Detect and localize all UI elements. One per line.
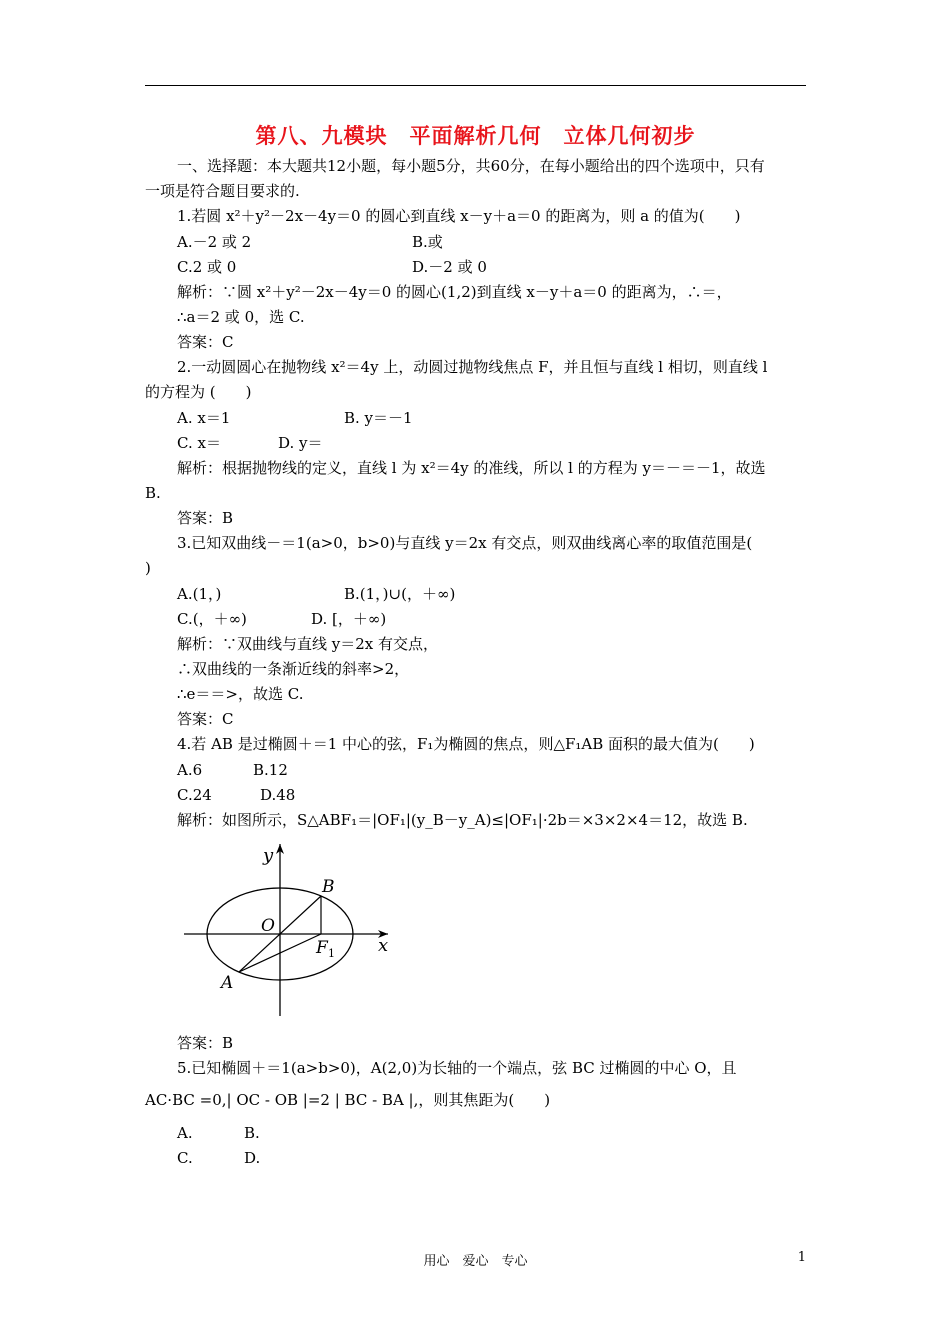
q5-option-c: C. <box>177 1149 193 1167</box>
q4-option-b: B.12 <box>253 761 288 779</box>
q1-stem: 1.若圆 x²＋y²－2x－4y＝0 的圆心到直线 x－y＋a＝0 的距离为，则 a 的值为( ) <box>177 207 741 225</box>
q3-solution-2: ∴双曲线的一条渐近线的斜率>2， <box>177 660 410 678</box>
ellipse-figure <box>170 838 400 1023</box>
q2-stem-2: 的方程为 ( ) <box>145 383 252 401</box>
page-title: 第八、九模块 平面解析几何 立体几何初步 <box>255 123 696 148</box>
q4-stem: 4.若 AB 是过椭圆＋＝1 中心的弦，F₁为椭圆的焦点，则△F₁AB 面积的最大值为( ) <box>177 735 755 753</box>
label-focus-subscript: 1 <box>328 947 335 960</box>
q4-option-a: A.6 <box>177 761 203 779</box>
q4-option-d: D.48 <box>260 786 296 804</box>
q2-answer: 答案：B <box>177 509 234 527</box>
intro-line-1: 一、选择题：本大题共12小题，每小题5分，共60分，在每小题给出的四个选项中，只有 <box>177 157 765 175</box>
q1-solution-2: ∴a＝2 或 0，选 C. <box>177 308 305 326</box>
q2-option-d: D. y＝ <box>278 434 323 452</box>
q3-solution-1: 解析：∵双曲线与直线 y＝2x 有交点， <box>177 635 439 653</box>
q4-option-c: C.24 <box>177 786 212 804</box>
q5-stem-1: 5.已知椭圆＋＝1(a>b>0)，A(2,0)为长轴的一个端点，弦 BC 过椭圆的中心 O，且 <box>177 1059 737 1077</box>
q3-answer: 答案：C <box>177 710 234 728</box>
q5-option-b: B. <box>244 1124 260 1142</box>
q2-solution-2: B. <box>145 484 161 502</box>
label-focus: F <box>316 938 328 958</box>
q2-option-c: C. x＝ <box>177 434 221 452</box>
q1-option-b: B.或 <box>412 233 443 251</box>
page-number: 1 <box>797 1250 806 1265</box>
q3-stem-1: 3.已知双曲线－＝1(a>0，b>0)与直线 y＝2x 有交点，则双曲线离心率的取值范围是( <box>177 534 753 552</box>
intro-line-2: 一项是符合题目要求的. <box>145 182 300 200</box>
label-point-b: B <box>322 877 335 897</box>
q2-stem-1: 2.一动圆圆心在抛物线 x²＝4y 上，动圆过抛物线焦点 F，并且恒与直线 l 相切，则直线 l <box>177 358 768 376</box>
q1-solution-1: 解析：∵圆 x²＋y²－2x－4y＝0 的圆心(1,2)到直线 x－y＋a＝0 的距离为，∴＝， <box>177 283 732 301</box>
q3-option-d: D. [，＋∞) <box>311 610 387 628</box>
q2-option-b: B. y＝－1 <box>344 409 413 427</box>
label-origin: O <box>261 916 275 936</box>
q3-option-a: A.(1，) <box>177 585 222 603</box>
q3-option-b: B.(1，)∪(，＋∞) <box>344 585 456 603</box>
q5-option-a: A. <box>177 1124 193 1142</box>
q2-solution-1: 解析：根据抛物线的定义，直线 l 为 x²＝4y 的准线，所以 l 的方程为 y＝－＝－1，故选 <box>177 459 766 477</box>
x-axis-label: x <box>378 935 389 956</box>
header-rule <box>145 85 806 86</box>
q5-option-d: D. <box>244 1149 261 1167</box>
q5-stem-2: AC·BC =0,| OC - OB |=2 | BC - BA |,，则其焦距为( ) <box>145 1091 551 1109</box>
q3-stem-2: ) <box>145 559 151 577</box>
label-point-a: A <box>221 973 234 993</box>
q1-option-d: D.－2 或 0 <box>412 258 487 276</box>
q3-option-c: C.(，＋∞) <box>177 610 247 628</box>
q1-option-c: C.2 或 0 <box>177 258 237 276</box>
q1-option-a: A.－2 或 2 <box>177 233 252 251</box>
q1-answer: 答案：C <box>177 333 234 351</box>
q4-solution: 解析：如图所示，S△ABF₁＝|OF₁|(y_B－y_A)≤|OF₁|·2b＝×3×2×4＝12，故选 B. <box>177 811 748 829</box>
q4-answer: 答案：B <box>177 1034 234 1052</box>
y-axis-label: y <box>263 845 274 866</box>
q2-option-a: A. x＝1 <box>177 409 231 427</box>
q3-solution-3: ∴e＝＝>，故选 C. <box>177 685 304 703</box>
footer-text: 用心 爱心 专心 <box>423 1254 528 1269</box>
